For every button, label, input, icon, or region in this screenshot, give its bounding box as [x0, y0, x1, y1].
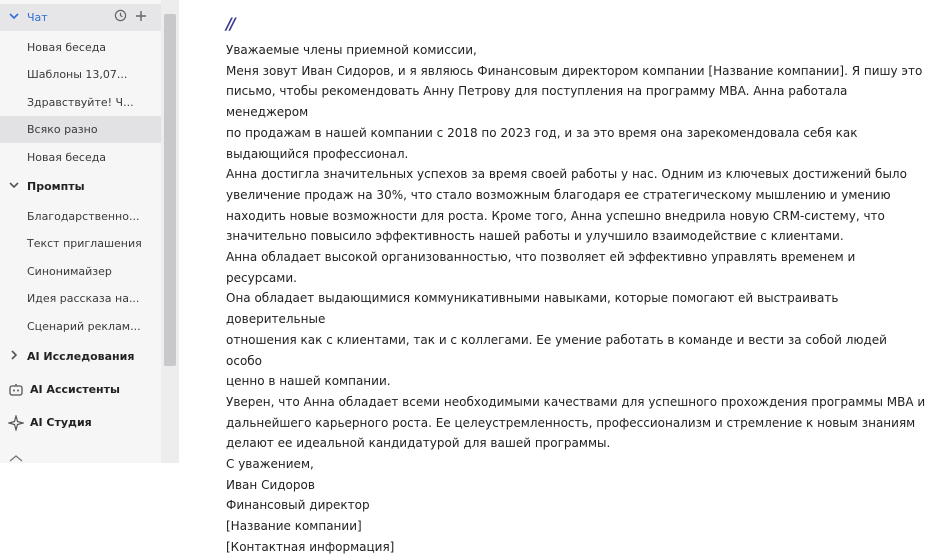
- prompt-item[interactable]: Благодарственно...: [27, 210, 140, 223]
- assistants-section-label: AI Ассистенты: [30, 383, 120, 396]
- letter-line: Уверен, что Анна обладает всеми необходимыми качествами для успешного прохождения программы MBA и: [226, 394, 926, 409]
- chat-section-label: Чат: [27, 11, 48, 24]
- sidebar-scrollbar[interactable]: [161, 0, 179, 463]
- sparkle-icon: [8, 415, 24, 431]
- letter-line: отношения как с клиентами, так и с коллегами. Ее умение работать в команде и вести за собой людей особо: [226, 332, 887, 368]
- letter-line: Иван Сидоров: [226, 477, 315, 492]
- studio-section[interactable]: [0, 409, 161, 436]
- assistants-section[interactable]: [0, 376, 161, 403]
- chat-item-active[interactable]: Всяко разно: [0, 116, 161, 143]
- letter-line: Меня зовут Иван Сидоров, и я являюсь Финансовым директором компании [Название компании]. Я пишу это: [226, 63, 923, 78]
- letter-line: Финансовый директор: [226, 498, 370, 513]
- prompts-section-label: Промпты: [27, 180, 85, 193]
- prompt-item[interactable]: Синонимайзер: [27, 265, 112, 278]
- letter-line: по продажам в нашей компании с 2018 по 2023 год, и за это время она зарекомендовала себя как: [226, 125, 858, 140]
- chat-section-header[interactable]: [0, 4, 161, 31]
- scrollbar-thumb[interactable]: [164, 14, 176, 366]
- plus-icon[interactable]: [135, 10, 147, 26]
- prompt-item[interactable]: Идея рассказа на...: [27, 292, 140, 305]
- chat-item[interactable]: Шаблоны 13,07...: [27, 68, 128, 81]
- chat-item[interactable]: Новая беседа: [27, 41, 107, 54]
- letter-line: выдающийся профессионал.: [226, 146, 409, 161]
- chevron-down-icon: [8, 11, 20, 24]
- prompts-section-toggle[interactable]: [0, 173, 161, 200]
- assistant-logo-icon: //: [226, 14, 234, 33]
- studio-section-label: AI Студия: [30, 416, 92, 429]
- letter-line: Анна достигла значительных успехов за время своей работы у нас. Одним из ключевых достижений было: [226, 167, 907, 182]
- sidebar: [0, 0, 161, 463]
- robot-icon: [8, 382, 24, 398]
- letter-text: [226, 40, 926, 558]
- chevron-down-icon: [8, 180, 20, 193]
- letter-line: значительно повысило эффективность нашей работы и улучшило взаимодействие с клиентами.: [226, 229, 844, 244]
- research-section-toggle[interactable]: [0, 343, 161, 370]
- letter-line: [Контактная информация]: [226, 539, 395, 554]
- chat-item[interactable]: Здравствуйте! Ч...: [27, 96, 134, 109]
- letter-line: дальнейшего карьерного роста. Ее целеустремленность, профессионализм и стремление к новым знаниям: [226, 415, 916, 430]
- research-section-label: AI Исследования: [27, 350, 135, 363]
- letter-line: Анна обладает высокой организованностью, что позволяет ей эффективно управлять временем и ресурсами.: [226, 250, 856, 285]
- chevron-right-icon: [8, 350, 20, 363]
- letter-line: ценно в нашей компании.: [226, 374, 391, 389]
- letter-line: С уважением,: [226, 457, 314, 472]
- letter-line: делают ее идеальной кандидатурой для вашей программы.: [226, 436, 611, 451]
- letter-line: находить новые возможности для роста. Кроме того, Анна успешно внедрила новую CRM-систему, что: [226, 208, 885, 223]
- letter-line: письмо, чтобы рекомендовать Анну Петрову для поступления на программу MBA. Анна работала менеджером: [226, 84, 848, 120]
- letter-line: увеличение продаж на 30%, что стало возможным благодаря ее стратегическому мышлению и умению: [226, 187, 891, 202]
- letter-line: [Название компании]: [226, 519, 362, 534]
- history-icon[interactable]: [114, 9, 127, 26]
- chat-item[interactable]: Новая беседа: [27, 151, 107, 164]
- prompt-item[interactable]: Текст приглашения: [27, 237, 142, 250]
- letter-line: Она обладает выдающимися коммуникативными навыками, которые помогают ей выстраивать доверительные: [226, 291, 839, 327]
- prompt-item[interactable]: Сценарий реклам...: [27, 320, 141, 333]
- letter-line: Уважаемые члены приемной комиссии,: [226, 43, 477, 57]
- more-icon[interactable]: [8, 448, 24, 462]
